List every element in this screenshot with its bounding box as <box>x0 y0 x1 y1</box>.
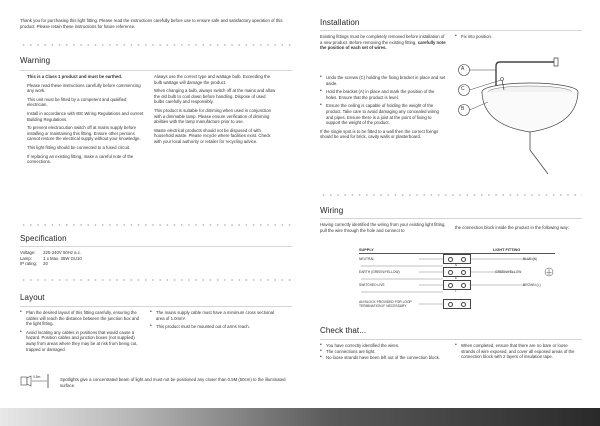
warning-item: This is a Class 1 product and must be earthed. <box>27 74 123 79</box>
spec-value: 220-240V 50Hz a.c. <box>43 250 82 255</box>
separator-dots <box>20 279 292 281</box>
supply-earth: EARTH (GREEN/YELLOW) <box>359 270 400 274</box>
separator-dots <box>320 194 582 196</box>
check-rule <box>320 339 582 340</box>
warning-left-column <box>27 74 145 165</box>
check-item: • You have correctly identified the wires. <box>320 343 446 349</box>
installation-heading: Installation <box>320 18 360 27</box>
supply-switched-live: SWITCHED LIVE <box>359 283 385 287</box>
warning-rule <box>20 70 292 71</box>
separator-dots <box>20 224 292 226</box>
warning-item: Install in accordance with IEE Wiring Regulations and current Building Regulations. <box>27 110 144 122</box>
installation-intro <box>320 34 446 51</box>
spec-row <box>20 250 88 256</box>
block-mark-e: E <box>455 275 457 280</box>
check-item: • When completed, ensure that there are no bare or loose strands of wire exposed, and cover all exposed areas of the connection block with 2 layers of insulation tape. <box>455 343 579 360</box>
warning-item: To prevent electrocution switch off at mains supply before installing or maintaining this fitting. Ensure other persons cannot restore the electrical supply without your knowledge. <box>27 125 141 142</box>
spec-value: 20 <box>43 261 48 267</box>
warning-item: Waste electrical products should not be disposed of with household waste. Please recycle where facilities exist. Check with your local authority or retailer for recycling advice. <box>154 127 271 144</box>
warning-heading: Warning <box>20 56 51 65</box>
supply-neutral: NEUTRAL <box>359 257 375 261</box>
supply-loop-block: AN BLOCK PROVIDED FOR LOOP TERMINATION IF NECESSARY <box>359 300 412 308</box>
installation-step: • Hold the bracket (A) in place and mark the position of the holes. Ensure that the product is level. <box>320 89 446 100</box>
terminal-screw <box>448 302 453 307</box>
spotlight-note: Spotlights give a concentrated beam of light and must not be positioned any closer than 0.5M (50cm) to the illuminated surface. <box>60 377 286 388</box>
layout-right-column <box>150 310 280 333</box>
installation-step: • Ensure the ceiling is capable of holding the weight of the product. Take care to avoid damaging any concealed wiring and pipes. Ensure there is a joist at the point of fixing to support the weight of the product. <box>320 103 446 125</box>
installation-step: • Undo the screws (C) holding the fixing bracket in place and set aside. <box>320 75 446 86</box>
layout-left-column <box>20 310 144 355</box>
layout-item: • This product must be mounted out of arms reach. <box>150 324 280 330</box>
fix-note <box>455 34 575 43</box>
spot-distance-label: 0.5m <box>33 375 41 379</box>
footer-gradient-bar <box>0 408 600 426</box>
warning-item: This light fitting should be connected to a fused circuit. <box>27 144 131 150</box>
layout-item: • Avoid locating any cables in positions that would cause a hazard. Position cables and junction boxes (not supplied) away from areas where they may be at risk from being cut, trapped or damaged. <box>20 330 144 352</box>
specification-table <box>20 250 88 267</box>
layout-item: • Plan the desired layout of this fitting carefully, ensuring the cables will reach the distance between the junction box and the light fitting. <box>20 310 144 327</box>
terminal-screw <box>461 257 466 262</box>
separator-dots <box>20 44 292 46</box>
wiring-rule <box>320 218 582 219</box>
warning-item: When changing a bulb, always switch off at the mains and allow the old bulb to cool down before handling. Dispose of used bulbs carefully and responsibly. <box>154 88 276 105</box>
check-right-column <box>455 343 579 363</box>
wiring-heading: Wiring <box>320 206 344 215</box>
callout-label-a: A <box>461 66 465 72</box>
specification-rule <box>20 246 292 247</box>
check-item: • No loose strands have been left out of the connection block. <box>320 355 446 361</box>
installation-intro-text: Existing fittings must be completely removed before installation of a new product. Before removing the existing fitting, <box>320 34 445 45</box>
intro-text: Thank you for purchasing this light fitting. Please read the instructions carefully before use to ensure safe and satisfactory operation of this product. Please retain these instructions for future reference. <box>20 18 283 29</box>
callout-label-c: C <box>461 86 465 92</box>
fitting-diagram <box>452 50 584 178</box>
warning-item: Please read these instructions carefully before commencing any work. <box>27 82 141 94</box>
wiring-text-right: the connection block inside the product in the following way: <box>455 225 569 230</box>
warning-item: This unit must be fitted by a competent and qualified electrician. <box>27 96 127 108</box>
layout-rule <box>20 306 292 307</box>
check-item: • The connections are tight. <box>320 349 446 355</box>
supply-header: SUPPLY <box>359 248 374 252</box>
installation-intro-emphasis: carefully note the position of each set of wires. <box>320 39 446 51</box>
terminal-screw <box>448 270 453 275</box>
terminal-screw <box>461 283 466 288</box>
fitting-header: LIGHT FITTING <box>493 248 521 252</box>
fitting-green-yellow: GREEN/YELLOW <box>495 270 522 274</box>
wiring-diagram <box>359 248 555 318</box>
terminal-screw <box>448 283 453 288</box>
installation-steps <box>320 75 446 140</box>
check-heading: Check that... <box>320 326 367 335</box>
warning-item: Always use the correct type and wattage bulb. Exceeding the bulb wattage will damage the product. <box>154 74 271 85</box>
spec-row <box>20 261 88 267</box>
wall-fitting-note: If the single spot is to be fitted to a wall then the correct fixings should be used for brick, cavity walls or plasterboard. <box>320 128 439 140</box>
terminal-screw <box>461 302 466 307</box>
fitting-brown: BROWN (L) <box>523 283 541 287</box>
block-mark-n: N <box>455 262 458 267</box>
spec-value: 1 x Max. 35W GU10 <box>43 255 82 261</box>
warning-item: This product is suitable for dimming when used in conjunction with a dimmable lamp. Please ensure verification of dimming abilities with the lamp manufacture prior to use. <box>154 107 272 125</box>
terminal-screw <box>448 257 453 262</box>
block-mark-l: L <box>455 288 457 293</box>
terminal-screw <box>461 270 466 275</box>
wiring-text-left: Having correctly identified the wiring from your existing light fitting, pull the wire through the hole and connect to <box>320 222 446 233</box>
spec-label: Voltage: <box>20 250 36 255</box>
callout-label-b: B <box>461 106 465 112</box>
layout-item: • The mains supply cable must have a minimum cross sectional area of 1.0mm². <box>150 310 280 321</box>
warning-item: If replacing an existing fitting, make a careful note of the connections. <box>27 153 134 165</box>
installation-rule <box>320 30 582 31</box>
spec-label: IP rating: <box>20 261 38 267</box>
check-left-column <box>320 343 446 361</box>
warning-right-column <box>154 74 277 145</box>
spec-label: Lamp: <box>20 255 32 261</box>
specification-heading: Specification <box>20 234 67 243</box>
fix-note-text: • Fix into position. <box>455 34 575 40</box>
fitting-blue: BLUE (N) <box>523 257 538 261</box>
layout-heading: Layout <box>20 293 45 302</box>
